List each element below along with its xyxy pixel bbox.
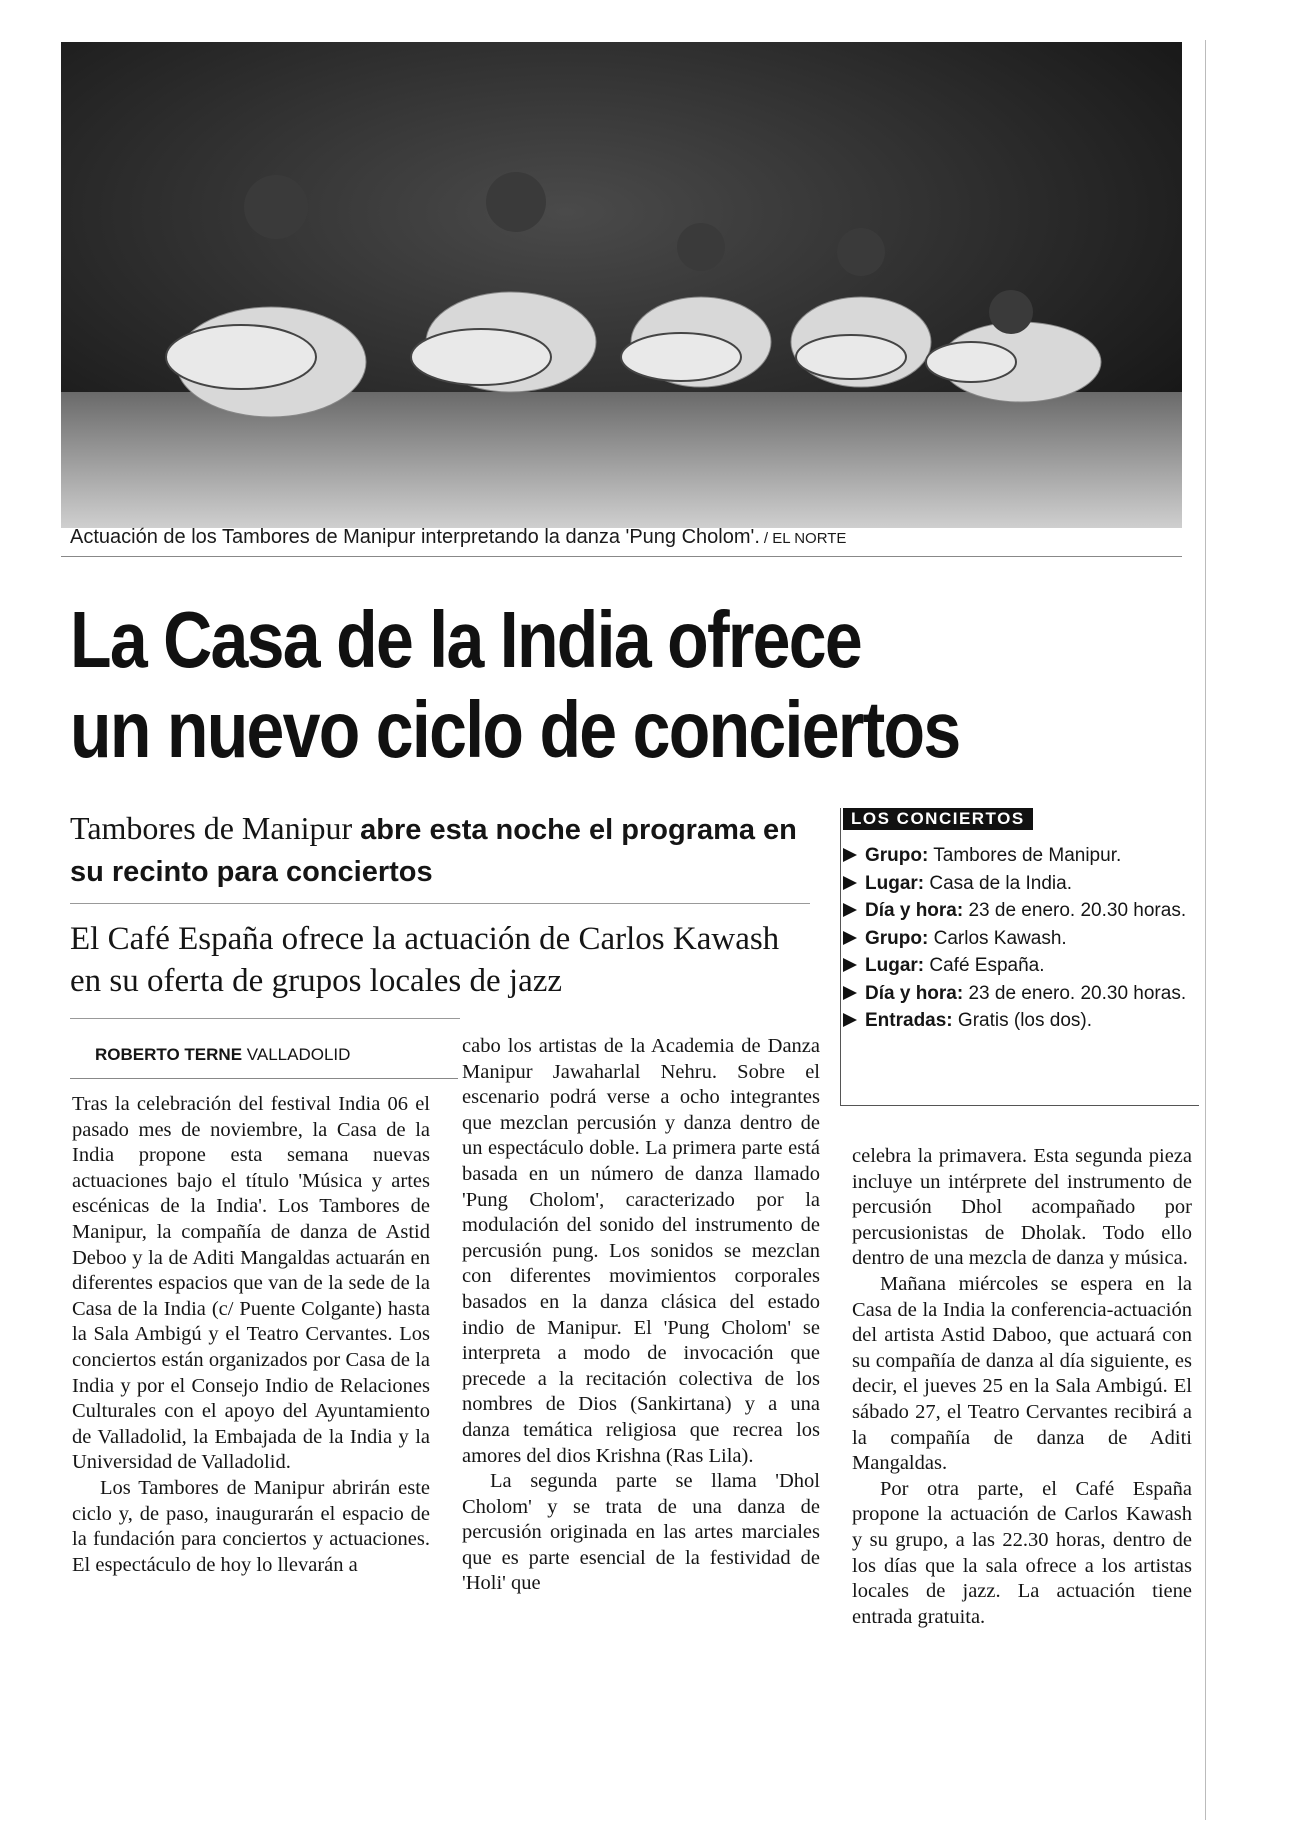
byline [95,1045,350,1065]
caption-rule [61,556,1182,557]
headline [70,595,1031,775]
arrow-bullet-icon [843,958,857,972]
list-item: Grupo: Tambores de Manipur. [843,842,1193,870]
paragraph: cabo los artistas de la Academia de Danza Manipur Jawaharlal Nehru. Sobre el escenario podrá verse a ocho integrantes que mezclan percusión y danza dentro de un espectáculo doble. La primera parte está basada en un número de danza llamado 'Pung Cholom', caracterizado por la modulación del sonido del instrumento de percusión pung. Los sonidos se mezclan con diferentes movimientos corporales basados en la danza clásica del estado indio de Manipur. El 'Pung Cholom' se interpreta a modo de invocación que precede a la recitación colectiva de los nombres de Dios (Sankirtana) y a una danza temática religiosa que recrea los amores del dios Krishna (Ras Lila). [462,1035,820,1467]
author-name: ROBERTO TERNE [95,1045,243,1064]
body-column-3 [852,1144,1192,1630]
list-item: Lugar: Casa de la India. [843,870,1193,898]
headline-line-2: un nuevo ciclo de conciertos [70,685,960,774]
sidebar-title: LOS CONCIERTOS [843,808,1033,830]
dateline: VALLADOLID [246,1045,351,1064]
arrow-bullet-icon [843,903,857,917]
paragraph: La segunda parte se llama 'Dhol Cholom' y se trata de una danza de percusión originada en las artes marciales que es parte esencial de la festividad de 'Holi' que [462,1470,820,1595]
arrow-bullet-icon [843,986,857,1000]
paragraph: Mañana miércoles se espera en la Casa de la India la conferencia-actuación del artista Astid Daboo, que actuará con su compañía de danza al día siguiente, es decir, el jueves 25 en la Sala Ambigú. El sábado 27, el Teatro Cervantes recibirá a la compañía de danza de Aditi Mangaldas. [852,1272,1192,1475]
photo-caption [70,526,846,549]
arrow-bullet-icon [843,931,857,945]
body-column-2 [462,1034,820,1597]
list-item: Lugar: Café España. [843,952,1193,980]
subheadline-rule [70,903,810,904]
concert-list [843,842,1193,1035]
headline-line-1: La Casa de la India ofrece [70,595,862,684]
byline-rule [70,1078,458,1079]
arrow-bullet-icon [843,876,857,890]
subheadline-1-bold: abre esta noche el programa en su recinto para conciertos [70,814,797,888]
list-item: Día y hora: 23 de enero. 20.30 horas. [843,897,1193,925]
arrow-bullet-icon [843,1013,857,1027]
paragraph: Los Tambores de Manipur abrirán este ciclo y, de paso, inaugurarán el espacio de la fundación para conciertos y actuaciones. El espectáculo de hoy lo llevarán a [72,1476,430,1576]
article-photo [61,42,1182,528]
paragraph: celebra la primavera. Esta segunda pieza incluye un intérprete del instrumento de percusión Dhol acompañado por percusionistas de Dholak. Todo ello dentro de una mezcla de danza y música. [852,1145,1192,1270]
subheadline-1 [70,808,810,892]
paragraph: Por otra parte, el Café España propone la actuación de Carlos Kawash y su grupo, a las 22.30 horas, dentro de los días que la sala ofrece a los artistas locales de jazz. La actuación tiene entrada gratuita. [852,1477,1192,1628]
concerts-sidebar [840,808,1199,1106]
subheadline-1-regular: Tambores de Manipur [70,810,361,846]
byline-top-rule [70,1018,460,1019]
list-item: Entradas: Gratis (los dos). [843,1007,1193,1035]
photo-credit: / EL NORTE [763,530,847,547]
drummers-photo-icon [61,42,1182,528]
page-edge-rule [1205,40,1206,1820]
list-item: Día y hora: 23 de enero. 20.30 horas. [843,980,1193,1008]
body-column-1 [72,1092,430,1578]
paragraph: Tras la celebración del festival India 06 el pasado mes de noviembre, la Casa de la India propone esta semana nuevas actuaciones bajo el título 'Música y artes escénicas de la India'. Los Tambores de Manipur, la compañía de danza de Astid Deboo y la de Aditi Mangaldas actuarán en diferentes espacios que van de la sede de la Casa de la India (c/ Puente Colgante) hasta la Sala Ambigú y el Teatro Cervantes. Los conciertos están organizados por Casa de la India y por el Consejo Indio de Relaciones Culturales con el apoyo del Ayuntamiento de Valladolid, la Embajada de la India y la Universidad de Valladolid. [72,1093,430,1474]
subheadline-2: El Café España ofrece la actuación de Carlos Kawash en su oferta de grupos locales de jazz [70,921,780,999]
caption-text: Actuación de los Tambores de Manipur interpretando la danza 'Pung Cholom'. [70,526,760,548]
arrow-bullet-icon [843,848,857,862]
list-item: Grupo: Carlos Kawash. [843,925,1193,953]
